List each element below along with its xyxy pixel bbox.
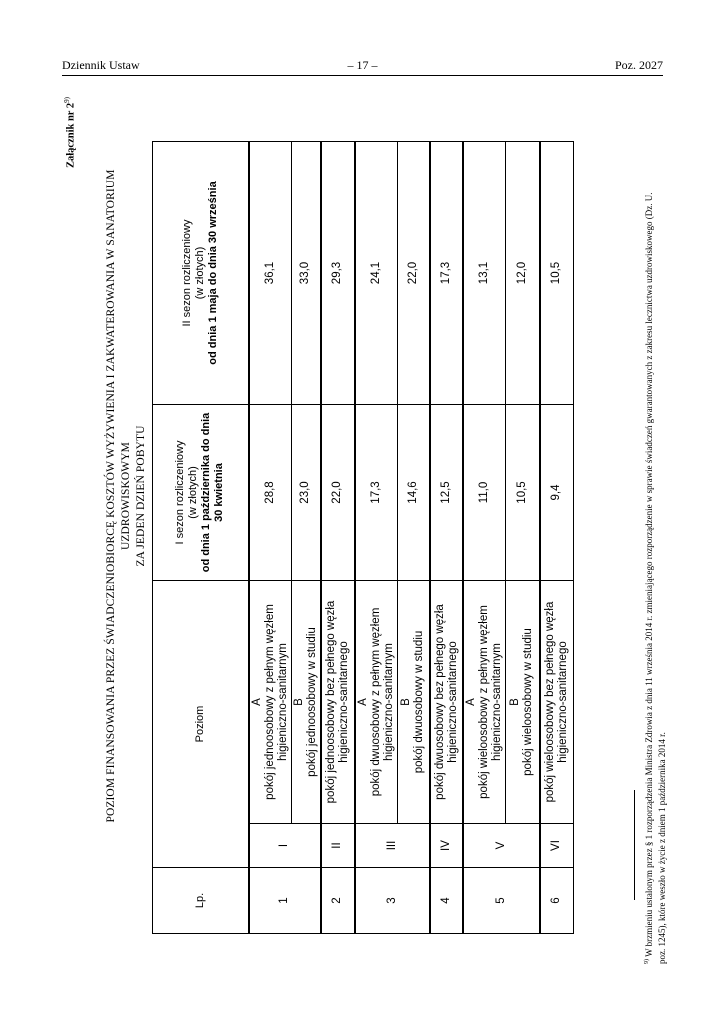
cell-option — [249, 581, 292, 824]
cell-season-1: 14,6 — [397, 405, 430, 581]
cell-lp: 2 — [321, 868, 355, 934]
cell-level: I — [249, 824, 321, 868]
cell-option — [397, 581, 430, 824]
cell-option — [506, 581, 540, 824]
cell-lp: 4 — [430, 868, 463, 934]
table-row — [355, 142, 398, 934]
option-desc: pokój wieloosobowy z pełnym węzłem higieniczno-sanitarnym — [478, 605, 503, 799]
table-row — [430, 142, 463, 934]
variant-label: A — [250, 698, 263, 706]
table-row — [463, 142, 506, 934]
cell-season-1: 17,3 — [355, 405, 398, 581]
table-row — [321, 142, 355, 934]
header-lp: Lp. — [153, 868, 249, 934]
variant-label: B — [400, 698, 413, 706]
journal-name: Dziennik Ustaw — [62, 58, 140, 72]
variant-label: B — [509, 698, 522, 706]
table-row — [397, 142, 430, 934]
cell-lp: 5 — [463, 868, 540, 934]
page-number: – 17 – — [347, 58, 378, 72]
option-desc: pokój jednoosobowy w studiu — [305, 627, 318, 777]
variant-label: A — [356, 698, 369, 706]
cell-option — [355, 581, 398, 824]
title-line-1: POZIOM FINANSOWANIA PRZEZ ŚWIADCZENIOBIORCĘ KOSZTÓW WYŻYWIENIA I ZAKWATEROWANIA W SANATORIUM UZDROWISKOWYM — [105, 169, 132, 823]
page-header — [62, 58, 663, 76]
cell-option — [463, 581, 506, 824]
header-rule — [62, 75, 663, 76]
cell-season-2: 24,1 — [355, 142, 398, 405]
cell-season-1: 9,4 — [540, 405, 574, 581]
cell-level: IV — [430, 824, 463, 868]
option-desc: pokój dwuosobowy w studiu — [413, 630, 426, 774]
cell-season-2: 12,0 — [506, 142, 540, 405]
cell-level: VI — [540, 824, 574, 868]
option-desc: pokój dwuosobowy bez pełnego węzła higieniczno-sanitarnego — [433, 604, 459, 800]
cell-season-2: 13,1 — [463, 142, 506, 405]
option-desc: pokój jednoosobowy z pełnym węzłem higieniczno-sanitarnym — [263, 604, 289, 800]
cell-level: III — [355, 824, 431, 868]
footnote-text: W brzmieniu ustalonym przez § 1 rozporządzenia Ministra Zdrowia z dnia 11 września 2014 r. zmieniającego rozporządzenie w sprawie świadczeń gwarantowanych z zakresu lecznictwa uzdrowiskowego (Dz. U. poz. 1245), które weszło w życie z dniem 1 października 2014 r. — [644, 192, 667, 964]
cell-option — [321, 581, 355, 824]
cell-season-1: 12,5 — [430, 405, 463, 581]
cell-lp: 1 — [249, 868, 321, 934]
variant-label: A — [465, 698, 477, 706]
footnote-mark: 9) — [644, 959, 650, 964]
cell-level: II — [321, 824, 355, 868]
option-desc: pokój wieloosobowy bez pełnego węzła higieniczno-sanitarnego — [543, 601, 569, 803]
document-title — [104, 116, 149, 876]
position-number: Poz. 2027 — [615, 58, 663, 72]
cell-lp: 3 — [355, 868, 431, 934]
option-desc: pokój dwuosobowy z pełnym węzłem higieniczno-sanitarnym — [369, 607, 395, 797]
cell-season-2: 33,0 — [291, 142, 321, 405]
cell-season-1: 23,0 — [291, 405, 321, 581]
cell-season-2: 10,5 — [540, 142, 574, 405]
cell-option — [540, 581, 574, 824]
cell-season-2: 36,1 — [249, 142, 292, 405]
cell-season-1: 10,5 — [506, 405, 540, 581]
footnote — [641, 184, 669, 964]
header-season-1: I sezon rozliczeniowy (w złotych) od dnia 1 października do dnia 30 kwietnia — [153, 405, 249, 581]
option-desc: pokój jednoosobowy bez pełnego węzła higieniczno-sanitarnego — [324, 600, 350, 804]
table-header-row — [153, 142, 249, 934]
variant-label: B — [292, 698, 305, 706]
table-row — [506, 142, 540, 934]
cell-option — [430, 581, 463, 824]
table-row — [540, 142, 574, 934]
option-desc: pokój wieloosobowy w studiu — [522, 628, 535, 776]
annex-label: Załącznik nr 2$^{9)}$ — [63, 97, 77, 168]
table-row — [249, 142, 292, 934]
cell-season-1: 22,0 — [321, 405, 355, 581]
annex-footnote-mark: 9) — [63, 97, 71, 103]
footnote-rule — [634, 790, 635, 900]
cell-season-2: 22,0 — [397, 142, 430, 405]
header-poziom: Poziom — [153, 581, 249, 868]
cell-season-1: 11,0 — [463, 405, 506, 581]
financing-table — [152, 142, 569, 934]
cell-lp: 6 — [540, 868, 574, 934]
cell-option — [291, 581, 321, 824]
title-line-2: ZA JEDEN DZIEŃ POBYTU — [135, 425, 147, 567]
header-season-2: II sezon rozliczeniowy (w złotych) od dnia 1 maja do dnia 30 września — [153, 142, 249, 405]
cell-season-2: 29,3 — [321, 142, 355, 405]
cell-season-1: 28,8 — [249, 405, 292, 581]
cell-level: V — [463, 824, 540, 868]
cell-season-2: 17,3 — [430, 142, 463, 405]
table-row — [291, 142, 321, 934]
